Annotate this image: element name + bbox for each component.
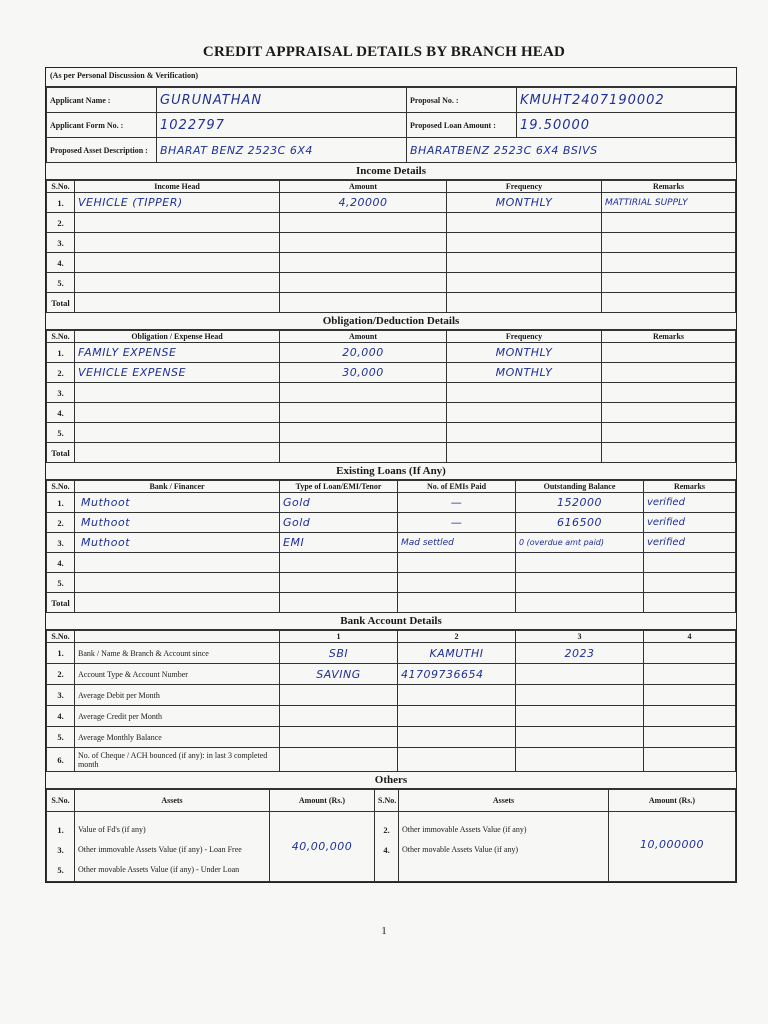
row-sno: 1. [47, 193, 75, 213]
row-sno: 1. [47, 493, 75, 513]
others-header-amount-left: Amount (Rs.) [270, 790, 375, 812]
applicant-name-value[interactable]: GURUNATHAN [157, 88, 407, 113]
income-frequency-cell[interactable]: MONTHLY [447, 193, 602, 213]
income-frequency-cell[interactable] [447, 273, 602, 293]
others-left-sno-col [47, 812, 75, 882]
obligation-remarks-cell[interactable] [602, 403, 736, 423]
table-row [47, 493, 736, 513]
table-row [47, 403, 736, 423]
loan-balance-cell[interactable]: 152000 [516, 493, 644, 513]
income-remarks-cell[interactable] [602, 253, 736, 273]
obligation-amount-cell[interactable] [280, 403, 447, 423]
bank-cell-4[interactable] [644, 727, 736, 748]
loan-remarks-cell[interactable] [644, 573, 736, 593]
applicant-name-label: Applicant Name : [47, 88, 157, 113]
row-sno: 5. [47, 273, 75, 293]
bank-cell-2[interactable]: 41709736654 [398, 664, 516, 685]
loan-bank-cell[interactable] [75, 573, 280, 593]
others-right-amount[interactable]: 10,000000 [609, 812, 736, 882]
loans-total-emis[interactable] [398, 593, 516, 613]
form-title: CREDIT APPRAISAL DETAILS BY BRANCH HEAD [202, 44, 566, 60]
table-row [47, 664, 736, 685]
table-row [47, 363, 736, 383]
row-sno: 1. [47, 343, 75, 363]
income-total-head[interactable] [75, 293, 280, 313]
bank-cell-3[interactable] [516, 727, 644, 748]
loan-emis-cell[interactable]: Mad settled [398, 533, 516, 553]
others-left-amount[interactable]: 40,00,000 [270, 812, 375, 882]
loan-remarks-cell[interactable] [644, 553, 736, 573]
bank-header-1: 1 [280, 631, 398, 643]
loan-bank-cell[interactable]: Muthoot [75, 533, 280, 553]
loans-header-balance: Outstanding Balance [516, 481, 644, 493]
obligation-head-cell[interactable]: VEHICLE EXPENSE [75, 363, 280, 383]
obligation-total-row [47, 443, 736, 463]
income-remarks-cell[interactable]: MATTIRIAL SUPPLY [602, 193, 736, 213]
asset-label: Value of Fd's (if any) [78, 825, 146, 834]
bank-cell-1[interactable] [280, 706, 398, 727]
bank-header-sno: S.No. [47, 631, 75, 643]
income-remarks-cell[interactable] [602, 213, 736, 233]
bank-cell-2[interactable]: KAMUTHI [398, 643, 516, 664]
obligation-head-cell[interactable] [75, 383, 280, 403]
credit-appraisal-form [45, 67, 737, 883]
applicant-form-label: Applicant Form No. : [47, 113, 157, 138]
bank-cell-1[interactable] [280, 727, 398, 748]
income-amount-cell[interactable]: 4,20000 [280, 193, 447, 213]
obligation-section-title: Obligation/Deduction Details [46, 313, 736, 330]
asset-label: Other immovable Assets Value (if any) - Loan Free [78, 845, 242, 854]
table-row [47, 253, 736, 273]
obligation-remarks-cell[interactable] [602, 383, 736, 403]
loan-balance-cell[interactable] [516, 573, 644, 593]
table-row [47, 643, 736, 664]
asset-desc-label: Proposed Asset Description : [47, 138, 157, 163]
income-head-cell[interactable] [75, 273, 280, 293]
income-section-title: Income Details [46, 163, 736, 180]
loan-bank-cell[interactable]: Muthoot [75, 513, 280, 533]
bank-cell-3[interactable] [516, 748, 644, 772]
income-header-amount: Amount [280, 181, 447, 193]
others-section-title: Others [46, 772, 736, 789]
bank-cell-2[interactable] [398, 727, 516, 748]
row-sno: 5. [47, 573, 75, 593]
bank-cell-3[interactable]: 2023 [516, 643, 644, 664]
loan-remarks-cell[interactable]: verified [644, 533, 736, 553]
row-sno: 3. [57, 845, 64, 855]
obligation-amount-cell[interactable] [280, 423, 447, 443]
obligation-amount-cell[interactable]: 20,000 [280, 343, 447, 363]
bank-cell-3[interactable] [516, 664, 644, 685]
obligation-header-remarks: Remarks [602, 331, 736, 343]
table-row [47, 573, 736, 593]
loan-amount-label: Proposed Loan Amount : [407, 113, 517, 138]
loans-section-title: Existing Loans (If Any) [46, 463, 736, 480]
loan-balance-cell[interactable]: 616500 [516, 513, 644, 533]
bank-header-3: 3 [516, 631, 644, 643]
income-head-cell[interactable] [75, 213, 280, 233]
others-header-assets-right: Assets [399, 790, 609, 812]
bank-cell-1[interactable] [280, 748, 398, 772]
income-amount-cell[interactable] [280, 273, 447, 293]
income-total-amount[interactable] [280, 293, 447, 313]
row-sno: 2. [47, 664, 75, 685]
total-label: Total [47, 293, 75, 313]
obligation-table [46, 330, 736, 463]
total-label: Total [47, 593, 75, 613]
bank-cell-1[interactable]: SBI [280, 643, 398, 664]
income-header-head: Income Head [75, 181, 280, 193]
obligation-amount-cell[interactable] [280, 383, 447, 403]
loan-type-cell[interactable]: Gold [280, 513, 398, 533]
loan-emis-cell[interactable] [398, 553, 516, 573]
income-head-cell[interactable]: VEHICLE (TIPPER) [75, 193, 280, 213]
obligation-header-head: Obligation / Expense Head [75, 331, 280, 343]
income-head-cell[interactable] [75, 233, 280, 253]
obligation-remarks-cell[interactable] [602, 343, 736, 363]
applicant-form-value[interactable]: 1022797 [157, 113, 407, 138]
obligation-total-amount[interactable] [280, 443, 447, 463]
obligation-header-frequency: Frequency [447, 331, 602, 343]
bank-header-label [75, 631, 280, 643]
row-sno: 1. [57, 825, 64, 835]
loan-bank-cell[interactable] [75, 553, 280, 573]
row-sno: 4. [47, 553, 75, 573]
loan-balance-cell[interactable]: 0 (overdue amt paid) [516, 533, 644, 553]
obligation-total-head[interactable] [75, 443, 280, 463]
income-remarks-cell[interactable] [602, 273, 736, 293]
loans-total-type[interactable] [280, 593, 398, 613]
bank-cell-3[interactable] [516, 706, 644, 727]
applicant-header-table [46, 87, 736, 163]
others-body-row [47, 812, 736, 882]
row-sno: 3. [47, 533, 75, 553]
row-sno: 4. [383, 845, 390, 855]
table-row [47, 383, 736, 403]
income-amount-cell[interactable] [280, 233, 447, 253]
row-sno: 4. [47, 253, 75, 273]
row-sno: 6. [47, 748, 75, 772]
table-row [47, 553, 736, 573]
obligation-frequency-cell[interactable] [447, 423, 602, 443]
obligation-head-cell[interactable] [75, 423, 280, 443]
proposal-no-value[interactable]: KMUHT2407190002 [517, 88, 736, 113]
others-header-sno-right: S.No. [375, 790, 399, 812]
row-sno: 2. [47, 363, 75, 383]
obligation-frequency-cell[interactable] [447, 403, 602, 423]
income-header-remarks: Remarks [602, 181, 736, 193]
bank-row-label: Average Monthly Balance [75, 727, 280, 748]
row-sno: 5. [47, 423, 75, 443]
obligation-frequency-cell[interactable]: MONTHLY [447, 343, 602, 363]
asset-desc-value-1[interactable]: BHARAT BENZ 2523C 6X4 [157, 138, 407, 163]
bank-row-label: No. of Cheque / ACH bounced (if any): in last 3 completed month [75, 748, 280, 772]
income-total-row [47, 293, 736, 313]
income-frequency-cell[interactable] [447, 213, 602, 233]
loans-total-balance[interactable] [516, 593, 644, 613]
page-number: 1 [381, 925, 387, 937]
row-sno: 2. [47, 213, 75, 233]
row-sno: 4. [47, 706, 75, 727]
loans-table [46, 480, 736, 613]
row-sno: 3. [47, 233, 75, 253]
row-sno: 4. [47, 403, 75, 423]
loan-amount-value[interactable]: 19.50000 [517, 113, 736, 138]
loans-header-remarks: Remarks [644, 481, 736, 493]
asset-label: Other movable Assets Value (if any) [402, 845, 519, 854]
table-row [47, 193, 736, 213]
obligation-total-frequency[interactable] [447, 443, 602, 463]
bank-cell-4[interactable] [644, 706, 736, 727]
row-sno: 5. [57, 865, 64, 875]
loans-total-remarks[interactable] [644, 593, 736, 613]
obligation-frequency-cell[interactable] [447, 383, 602, 403]
table-row [47, 748, 736, 772]
loans-header-emis: No. of EMIs Paid [398, 481, 516, 493]
table-row [47, 423, 736, 443]
income-amount-cell[interactable] [280, 213, 447, 233]
total-label: Total [47, 443, 75, 463]
bank-header-4: 4 [644, 631, 736, 643]
loans-total-row [47, 593, 736, 613]
bank-cell-1[interactable]: SAVING [280, 664, 398, 685]
others-left-assets-col [75, 812, 270, 882]
income-head-cell[interactable] [75, 253, 280, 273]
obligation-remarks-cell[interactable] [602, 423, 736, 443]
bank-row-label: Bank / Name & Branch & Account since [75, 643, 280, 664]
loan-type-cell[interactable] [280, 573, 398, 593]
row-sno: 1. [47, 643, 75, 664]
row-sno: 3. [47, 383, 75, 403]
asset-desc-value-2[interactable]: BHARATBENZ 2523C 6X4 BSIVS [407, 138, 736, 163]
loan-emis-cell[interactable]: — [398, 493, 516, 513]
bank-row-label: Account Type & Account Number [75, 664, 280, 685]
loans-header-sno: S.No. [47, 481, 75, 493]
bank-cell-1[interactable] [280, 685, 398, 706]
loan-remarks-cell[interactable]: verified [644, 513, 736, 533]
bank-cell-4[interactable] [644, 664, 736, 685]
bank-cell-4[interactable] [644, 685, 736, 706]
row-sno: 2. [47, 513, 75, 533]
obligation-head-cell[interactable] [75, 403, 280, 423]
loan-bank-cell[interactable]: Muthoot [75, 493, 280, 513]
bank-cell-2[interactable] [398, 748, 516, 772]
loan-emis-cell[interactable]: — [398, 513, 516, 533]
table-row [47, 706, 736, 727]
bank-cell-3[interactable] [516, 685, 644, 706]
obligation-total-remarks[interactable] [602, 443, 736, 463]
table-row [47, 233, 736, 253]
bank-cell-4[interactable] [644, 748, 736, 772]
loan-emis-cell[interactable] [398, 573, 516, 593]
loans-header-type: Type of Loan/EMI/Tenor [280, 481, 398, 493]
table-row [47, 685, 736, 706]
asset-label: Other immovable Assets Value (if any) [402, 825, 527, 834]
bank-header-2: 2 [398, 631, 516, 643]
others-header-amount-right: Amount (Rs.) [609, 790, 736, 812]
loans-total-bank[interactable] [75, 593, 280, 613]
income-header-frequency: Frequency [447, 181, 602, 193]
others-table [46, 789, 736, 882]
income-remarks-cell[interactable] [602, 233, 736, 253]
obligation-frequency-cell[interactable]: MONTHLY [447, 363, 602, 383]
loan-type-cell[interactable]: Gold [280, 493, 398, 513]
table-row [47, 273, 736, 293]
income-frequency-cell[interactable] [447, 253, 602, 273]
table-row [47, 343, 736, 363]
row-sno: 3. [47, 685, 75, 706]
others-right-assets-col [399, 812, 609, 882]
income-table [46, 180, 736, 313]
others-header-assets-left: Assets [75, 790, 270, 812]
row-sno: 5. [47, 727, 75, 748]
income-total-frequency[interactable] [447, 293, 602, 313]
loan-type-cell[interactable] [280, 553, 398, 573]
bank-cell-2[interactable] [398, 685, 516, 706]
loans-header-bank: Bank / Financer [75, 481, 280, 493]
loan-type-cell[interactable]: EMI [280, 533, 398, 553]
bank-row-label: Average Debit per Month [75, 685, 280, 706]
bank-section-title: Bank Account Details [46, 613, 736, 630]
obligation-header-amount: Amount [280, 331, 447, 343]
asset-label: Other movable Assets Value (if any) - Under Loan [78, 865, 240, 874]
obligation-header-sno: S.No. [47, 331, 75, 343]
obligation-remarks-cell[interactable] [602, 363, 736, 383]
obligation-head-cell[interactable]: FAMILY EXPENSE [75, 343, 280, 363]
proposal-no-label: Proposal No. : [407, 88, 517, 113]
bank-cell-4[interactable] [644, 643, 736, 664]
income-frequency-cell[interactable] [447, 233, 602, 253]
loan-remarks-cell[interactable]: verified [644, 493, 736, 513]
others-header-sno-left: S.No. [47, 790, 75, 812]
bank-cell-2[interactable] [398, 706, 516, 727]
row-sno: 2. [383, 825, 390, 835]
bank-table [46, 630, 736, 772]
income-total-remarks[interactable] [602, 293, 736, 313]
table-row [47, 213, 736, 233]
loan-balance-cell[interactable] [516, 553, 644, 573]
others-right-sno-col [375, 812, 399, 882]
form-note: (As per Personal Discussion & Verification) [46, 68, 736, 87]
income-amount-cell[interactable] [280, 253, 447, 273]
obligation-amount-cell[interactable]: 30,000 [280, 363, 447, 383]
bank-row-label: Average Credit per Month [75, 706, 280, 727]
table-row [47, 727, 736, 748]
table-row [47, 533, 736, 553]
income-header-sno: S.No. [47, 181, 75, 193]
table-row [47, 513, 736, 533]
